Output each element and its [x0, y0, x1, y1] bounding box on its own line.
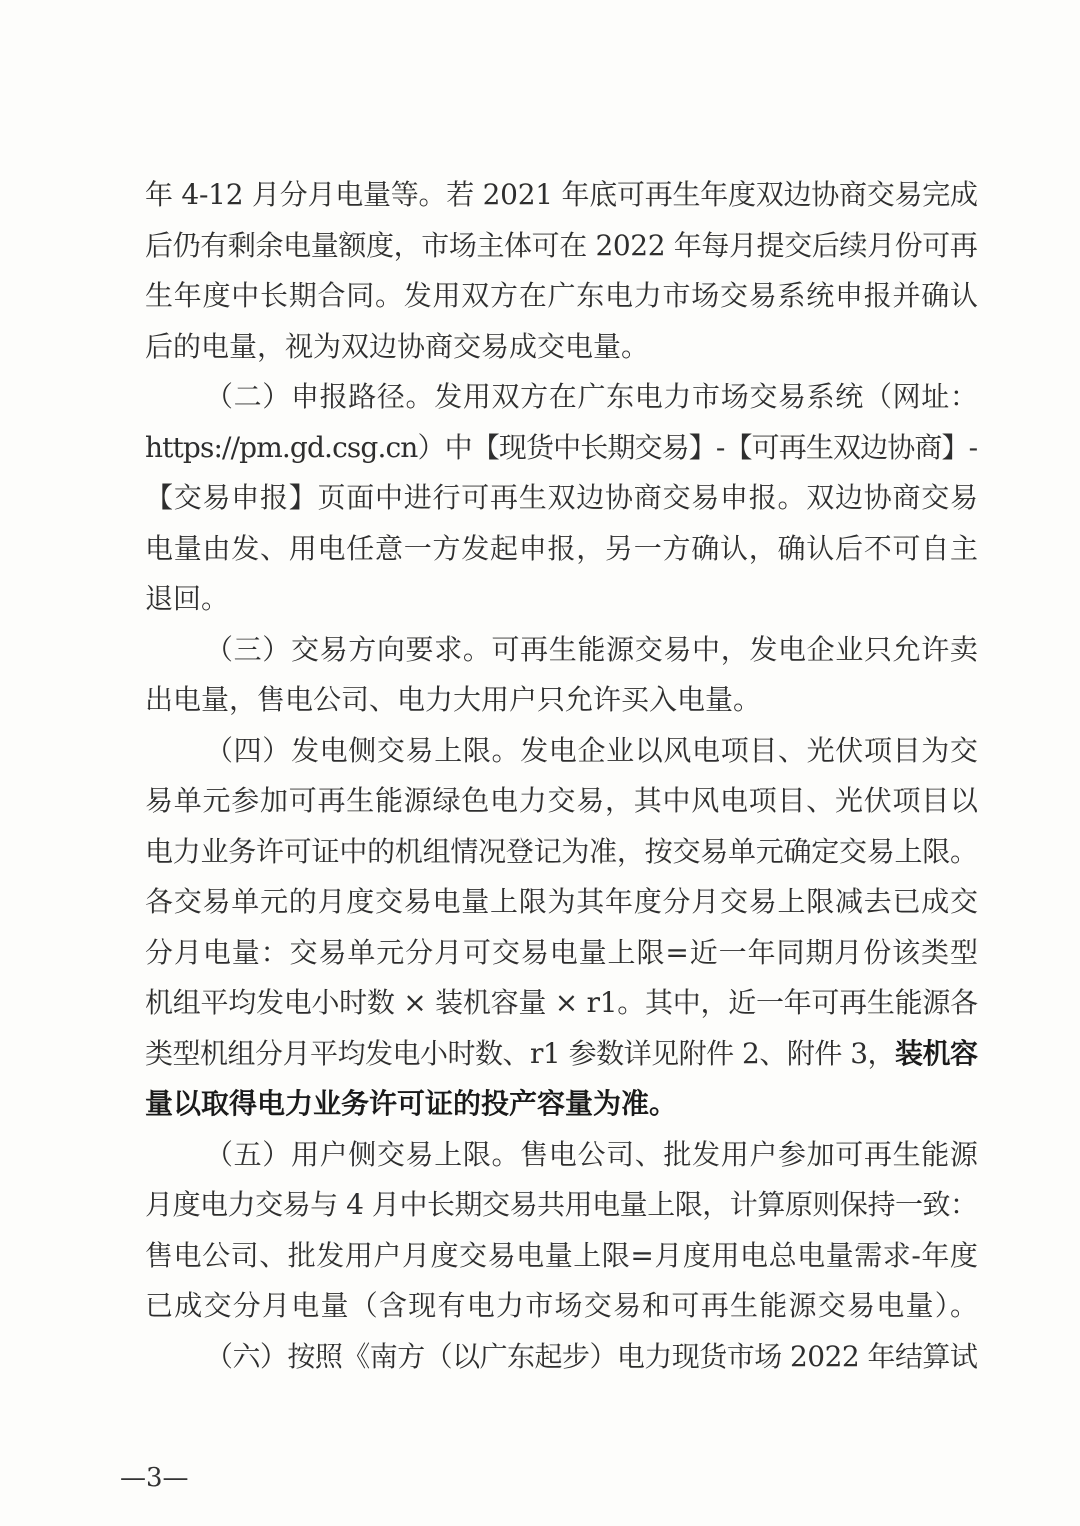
text-line: [145, 776, 978, 826]
line-text: 机组平均发电小时数 × 装机容量 × r1。其中，近一年可再生能源各: [145, 986, 978, 1019]
bold-emphasis-text: 装机容: [895, 1036, 978, 1070]
line-text: 已成交分月电量（含现有电力市场交易和可再生能源交易电量）。: [145, 1289, 980, 1322]
text-line: [145, 322, 978, 372]
line-text: （五）用户侧交易上限。售电公司、批发用户参加可再生能源: [205, 1137, 979, 1171]
text-line: [145, 1079, 978, 1129]
text-line: [145, 877, 978, 927]
line-text: 出电量，售电公司、电力大用户只允许买入电量。: [145, 683, 762, 716]
line-text: 生年度中长期合同。发用双方在广东电力市场交易系统申报并确认: [145, 279, 979, 312]
line-text: 月度电力交易与 4 月中长期交易共用电量上限，计算原则保持一致：: [145, 1188, 978, 1221]
paragraph-start-line: [205, 726, 978, 776]
line-text: 后仍有剩余电量额度，市场主体可在 2022 年每月提交后续月份可再: [145, 228, 978, 262]
text-line: [145, 1029, 978, 1079]
text-line: [145, 271, 978, 321]
line-text: （三）交易方向要求。可再生能源交易中，发电企业只允许卖: [205, 632, 979, 666]
paragraph-start-line: [205, 1130, 978, 1180]
line-text: 分月电量：交易单元分月可交易电量上限=近一年同期月份该类型: [145, 935, 979, 969]
line-text: 退回。: [145, 582, 230, 615]
line-text: 各交易单元的月度交易电量上限为其年度分月交易上限减去已成交: [145, 885, 979, 918]
line-text: 后的电量，视为双边协商交易成交电量。: [145, 329, 650, 363]
line-text: 电量由发、用电任意一方发起申报，另一方确认，确认后不可自主: [145, 531, 979, 565]
text-line: [145, 170, 978, 220]
line-text: 【交易申报】页面中进行可再生双边协商交易申报。双边协商交易: [145, 481, 979, 514]
text-line: [145, 827, 978, 877]
line-text: 售电公司、批发用户月度交易电量上限=月度用电总电量需求-年度: [145, 1238, 979, 1272]
text-line: [145, 524, 978, 574]
line-text: 易单元参加可再生能源绿色电力交易，其中风电项目、光伏项目以: [145, 784, 979, 817]
text-line: [145, 978, 978, 1028]
line-text: （六）按照《南方（以广东起步）电力现货市场 2022 年结算试: [205, 1339, 978, 1373]
text-line: [145, 1231, 978, 1281]
text-line: [145, 574, 978, 624]
text-line: [145, 221, 978, 271]
text-line: [145, 423, 978, 473]
paragraph-start-line: [205, 625, 978, 675]
text-line: [145, 928, 978, 978]
line-text: 电力业务许可证中的机组情况登记为准，按交易单元确定交易上限。: [145, 834, 978, 868]
line-text: 类型机组分月平均发电小时数、r1 参数详见附件 2、附件 3，: [145, 1036, 896, 1070]
line-text: （二）申报路径。发用双方在广东电力市场交易系统（网址：: [205, 380, 979, 413]
text-line: [145, 675, 978, 725]
bold-emphasis-text: 量以取得电力业务许可证的投产容量为准。: [145, 1087, 678, 1120]
line-text: 年 4-12 月分月电量等。若 2021 年底可再生年度双边协商交易完成: [145, 178, 978, 211]
page-number: —3—: [120, 1463, 189, 1493]
paragraph-start-line: [205, 1332, 978, 1382]
text-line: [145, 1180, 978, 1230]
line-text: https://pm.gd.csg.cn）中【现货中长期交易】-【可再生双边协商】-: [145, 430, 978, 464]
line-text: （四）发电侧交易上限。发电企业以风电项目、光伏项目为交: [205, 733, 979, 767]
text-line: [145, 473, 978, 523]
paragraph-start-line: [205, 372, 978, 422]
text-line: [145, 1281, 978, 1331]
